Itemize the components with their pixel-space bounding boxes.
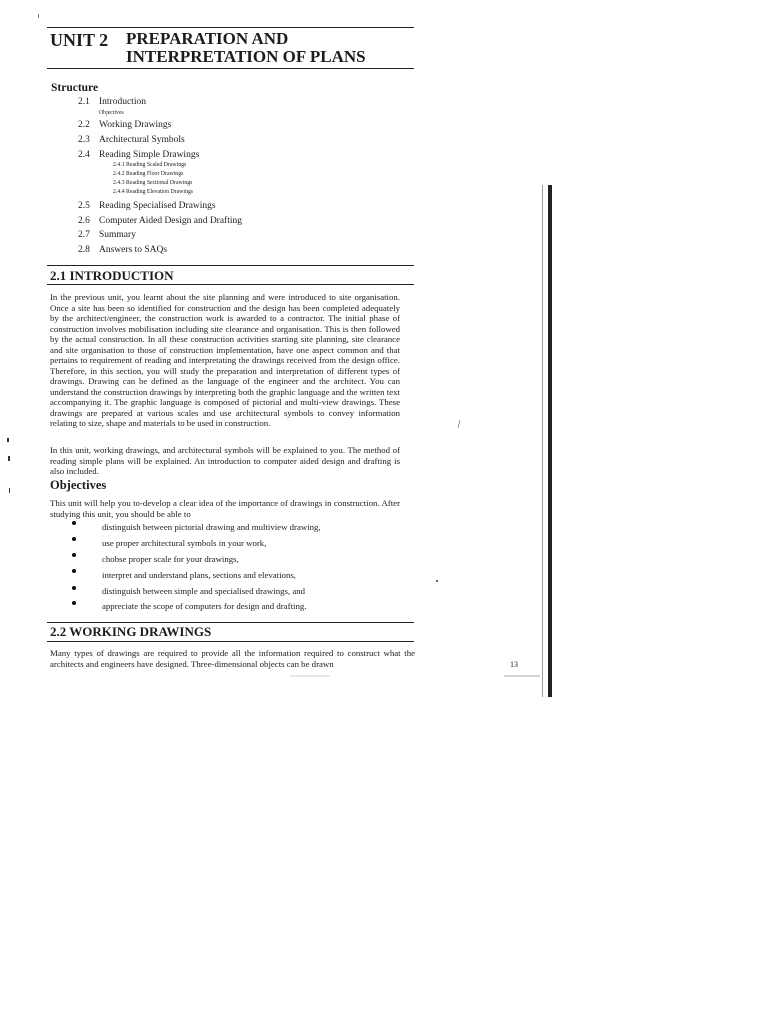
bullet-icon <box>72 537 76 541</box>
scan-speck <box>436 580 438 582</box>
introduction-heading: 2.1 INTRODUCTION <box>50 268 174 283</box>
bullet-icon <box>72 601 76 605</box>
unit-number: UNIT 2 <box>50 30 109 50</box>
objective-item: distinguish between pictorial drawing and multiview drawing, <box>102 522 321 532</box>
structure-heading: Structure <box>51 82 99 94</box>
header-top-rule <box>47 27 414 28</box>
toc-item: 2.4 Reading Simple Drawings <box>78 150 200 160</box>
objective-item: use proper architectural symbols in your work, <box>102 538 267 548</box>
introduction-paragraph-2: In this unit, working drawings, and architectural symbols will be explained to you. The method of reading simple plans will be explained. An introduction to computer aided design and drafting is also included. <box>50 445 400 476</box>
section-top-rule <box>47 622 414 623</box>
scan-speck <box>8 456 10 461</box>
objective-item: appreciate the scope of computers for design and drafting. <box>102 601 307 611</box>
toc-item: 2.2 Working Drawings <box>78 120 172 130</box>
introduction-paragraph-1: In the previous unit, you learnt about the site planning and were introduced to site organisation. Once a site has been so identified for construction and the design has been completed adequately by the architect/engineer, the construction work is awarded to a contractor. The initial phase of construction involves mobilisation including site clearance and organisation. This is then followed by the actual construction. In all these construction activities starting site planning, site clearance and site organisation to those of construction implementation, have one aspect common and that pertains to requirement of reading and interpretating the drawings received from the design office. Therefore, in this section, you will study the preparation and interpretation of different types of drawings. Drawing can be defined as the language of the engineer and the architect. You can understand the construction drawings by interpreting both the graphic language and the written text accompanying it. The graphic language is composed of pictorial and multi-view drawings. These drawings are prepared at various scales and use architectural symbols to convey information relating to size, shape and materials to be used in construction. <box>50 292 400 428</box>
toc-item: 2.8 Answers to SAQs <box>78 245 168 255</box>
objective-item: chobse proper scale for your drawings, <box>102 554 239 564</box>
unit-title-line-2: INTERPRETATION OF PLANS <box>126 47 366 66</box>
scan-speck <box>38 14 39 18</box>
objectives-heading: Objectives <box>50 478 107 492</box>
bullet-icon <box>72 553 76 557</box>
section-bottom-rule <box>47 641 414 642</box>
working-drawings-paragraph: Many types of drawings are required to provide all the information required to construct what the architects and engineers have designed. Three-dimensional objects can be drawn <box>50 648 415 669</box>
toc-subitem: 2.4.4 Reading Elevation Drawings <box>113 189 194 195</box>
objectives-intro: This unit will help you to-develop a clear idea of the importance of drawings in construction. After studying this unit, you should be able to <box>50 498 400 519</box>
page-edge-line <box>542 185 543 697</box>
objective-item: distinguish between simple and specialised drawings, and <box>102 586 306 596</box>
toc-item: 2.6 Computer Aided Design and Drafting <box>78 216 243 226</box>
section-bottom-rule <box>47 284 414 285</box>
working-drawings-heading: 2.2 WORKING DRAWINGS <box>50 624 212 639</box>
header-bottom-rule <box>47 68 414 69</box>
toc-subitem: Objectives <box>99 110 124 116</box>
section-top-rule <box>47 265 414 266</box>
toc-subitem: 2.4.3 Reading Sectional Drawings <box>113 180 193 186</box>
toc-item: 2.5 Reading Specialised Drawings <box>78 201 216 211</box>
toc-item: 2.3 Architectural Symbols <box>78 135 185 145</box>
bullet-icon <box>72 586 76 590</box>
bullet-icon <box>72 569 76 573</box>
toc-subitem: 2.4.2 Reading Floor Drawings <box>113 171 184 177</box>
scan-speck <box>458 420 460 428</box>
unit-title <box>126 30 366 66</box>
toc-item: 2.1 Introduction <box>78 97 146 107</box>
toc-subitem: 2.4.1 Reading Scaled Drawings <box>113 162 187 168</box>
toc-item: 2.7 Summary <box>78 230 136 240</box>
scan-speck <box>9 488 10 493</box>
objective-item: interpret and understand plans, sections and elevations, <box>102 570 296 580</box>
bullet-icon <box>72 521 76 525</box>
page-number: 13 <box>510 660 518 669</box>
unit-title-line-1: PREPARATION AND <box>126 29 289 48</box>
scan-speck <box>7 438 9 442</box>
page-edge-shadow <box>548 185 552 697</box>
